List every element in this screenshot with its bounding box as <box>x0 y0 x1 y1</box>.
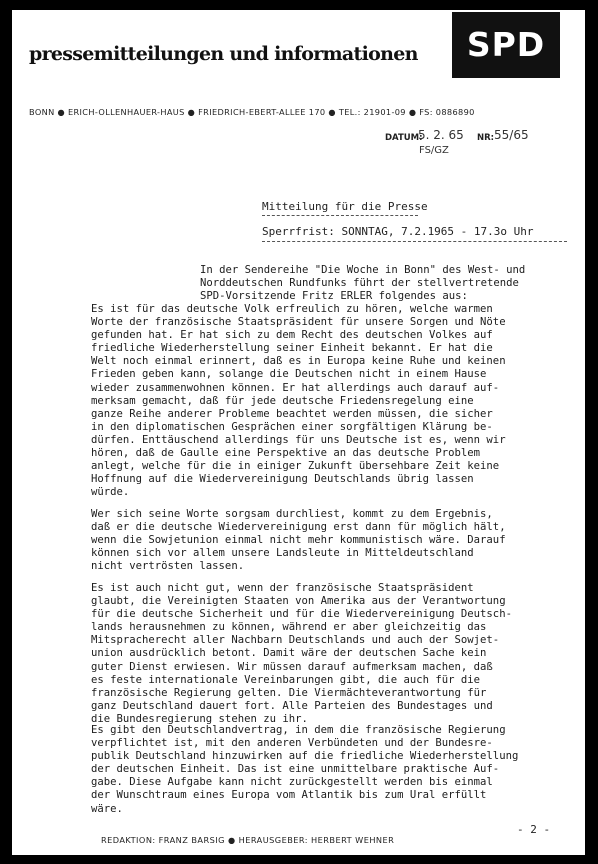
text-line: der Wunschtraum eines Europa vom Atlantik bis zum Ural erfüllt <box>91 789 487 802</box>
text-line: Es ist auch nicht gut, wenn der französische Staatspräsident <box>91 582 474 594</box>
paragraph-1 <box>91 303 506 499</box>
text-line: gabe. Diese Aufgabe kann nicht zurückgestellt werden bis einmal <box>91 776 493 789</box>
footer-editors: REDAKTION: FRANZ BARSIG ● HERAUSGEBER: HERBERT WEHNER <box>101 835 395 845</box>
paragraph-4 <box>91 724 518 816</box>
text-line: Welt noch einmal erinnert, daß es in Europa keine Ruhe und keinen <box>91 355 506 368</box>
address-line: BONN ● ERICH-OLLENHAUER-HAUS ● FRIEDRICH-EBERT-ALLEE 170 ● TEL.: 21901-09 ● FS: 0886890 <box>29 107 475 117</box>
spd-logo-text: SPD <box>466 25 546 64</box>
text-line: wieder zusammenwohnen können. Er hat allerdings auch darauf auf- <box>91 381 500 394</box>
text-line: können sich vor allem unsere Landsleute in Mitteldeutschland <box>91 547 474 560</box>
text-line: in den diplomatischen Gesprächen einer sorgfältigen Klärung be- <box>91 420 493 433</box>
text-line: verpflichtet ist, mit den anderen Verbündeten und der Bundesre- <box>91 737 493 750</box>
sperrfrist: Sperrfrist: SONNTAG, 7.2.1965 - 17.3o Uhr <box>262 225 534 238</box>
text-line: ganz Deutschland dauert fort. Alle Parteien des Bundestages und <box>91 699 493 712</box>
press-release-page <box>12 10 585 855</box>
nr-label: NR: <box>477 133 495 143</box>
text-line: Hoffnung auf die Wiedervereinigung Deutschlands übrig lassen <box>91 473 474 486</box>
text-line: wäre. <box>91 802 123 815</box>
paragraph-3 <box>91 582 512 726</box>
notice-title: Mitteilung für die Presse <box>262 200 428 213</box>
text-line: union ausdrücklich betont. Damit wäre der deutschen Sache kein <box>91 647 487 660</box>
datum-value: 5. 2. 65 <box>418 128 464 142</box>
nr-value: 55/65 <box>494 128 529 142</box>
text-line: Wer sich seine Worte sorgsam durchliest, kommt zu dem Ergebnis, <box>91 508 493 520</box>
text-line: würde. <box>91 486 130 499</box>
text-line: friedliche Wiederherstellung seiner Einheit bekannt. Er hat die <box>91 342 493 355</box>
text-line: glaubt, die Vereinigten Staaten von Amerika aus der Verantwortung <box>91 595 506 608</box>
notice-title-underline <box>262 215 418 216</box>
text-line: Es ist für das deutsche Volk erfreulich zu hören, welche warmen <box>91 303 493 315</box>
text-line: Frieden geben kann, solange die Deutschen nicht in einem Hause <box>91 368 487 381</box>
text-line: Mitspracherecht aller Nachbarn Deutschlands und auch der Sowjet- <box>91 634 500 647</box>
intro-line: Norddeutschen Rundfunks führt der stellvertretende <box>200 277 519 290</box>
text-line: hören, daß de Gaulle eine Perspektive an das deutsche Problem <box>91 447 481 460</box>
text-line: wenn die Sowjetunion einmal nicht mehr kommunistisch wäre. Darauf <box>91 534 506 547</box>
text-line: daß er die deutsche Wiedervereinigung erst dann für möglich hält, <box>91 521 506 534</box>
intro-line: In der Sendereihe "Die Woche in Bonn" des West- und <box>200 264 526 276</box>
paragraph-2 <box>91 508 506 573</box>
text-line: die Bundesregierung stehen zu ihr. <box>91 712 308 725</box>
initials: FS/GZ <box>419 145 449 156</box>
text-line: französische Regierung gelten. Die Viermächteverantwortung für <box>91 686 487 699</box>
text-line: guter Dienst erwiesen. Wir müssen darauf aufmerksam machen, daß <box>91 660 493 673</box>
page-marker: - 2 - <box>517 823 551 836</box>
intro-block <box>200 264 525 303</box>
text-line: merksam gemacht, daß für jede deutsche Friedensregelung eine <box>91 394 474 407</box>
text-line: ganze Reihe anderer Probleme beachtet werden müssen, die sicher <box>91 407 493 420</box>
text-line: Es gibt den Deutschlandvertrag, in dem die französische Regierung <box>91 724 506 736</box>
text-line: für die deutsche Sicherheit und für die Wiedervereinigung Deutsch- <box>91 608 512 621</box>
text-line: Worte der französische Staatspräsident für unsere Sorgen und Nöte <box>91 316 506 329</box>
text-line: gefunden hat. Er hat sich zu dem Recht des deutschen Volkes auf <box>91 329 493 342</box>
text-line: publik Deutschland hinzuwirken auf die friedliche Wiederherstellung <box>91 750 519 763</box>
text-line: anlegt, welche für die in einiger Zukunft übersehbare Zeit keine <box>91 460 500 473</box>
sperrfrist-underline <box>262 241 567 242</box>
datum-label: DATUM: <box>385 133 423 143</box>
masthead-title: pressemitteilungen und informationen <box>29 43 418 65</box>
text-line: dürfen. Enttäuschend allerdings für uns Deutsche ist es, wenn wir <box>91 433 506 446</box>
intro-line: SPD-Vorsitzende Fritz ERLER folgendes aus: <box>200 290 468 303</box>
text-line: der deutschen Einheit. Das ist eine unmittelbare praktische Auf- <box>91 763 500 776</box>
text-line: nicht vertrösten lassen. <box>91 560 245 573</box>
spd-logo <box>452 12 560 78</box>
text-line: es feste internationale Vereinbarungen gibt, die auch für die <box>91 673 481 686</box>
text-line: lands herausnehmen zu können, während er aber gleichzeitig das <box>91 621 487 634</box>
